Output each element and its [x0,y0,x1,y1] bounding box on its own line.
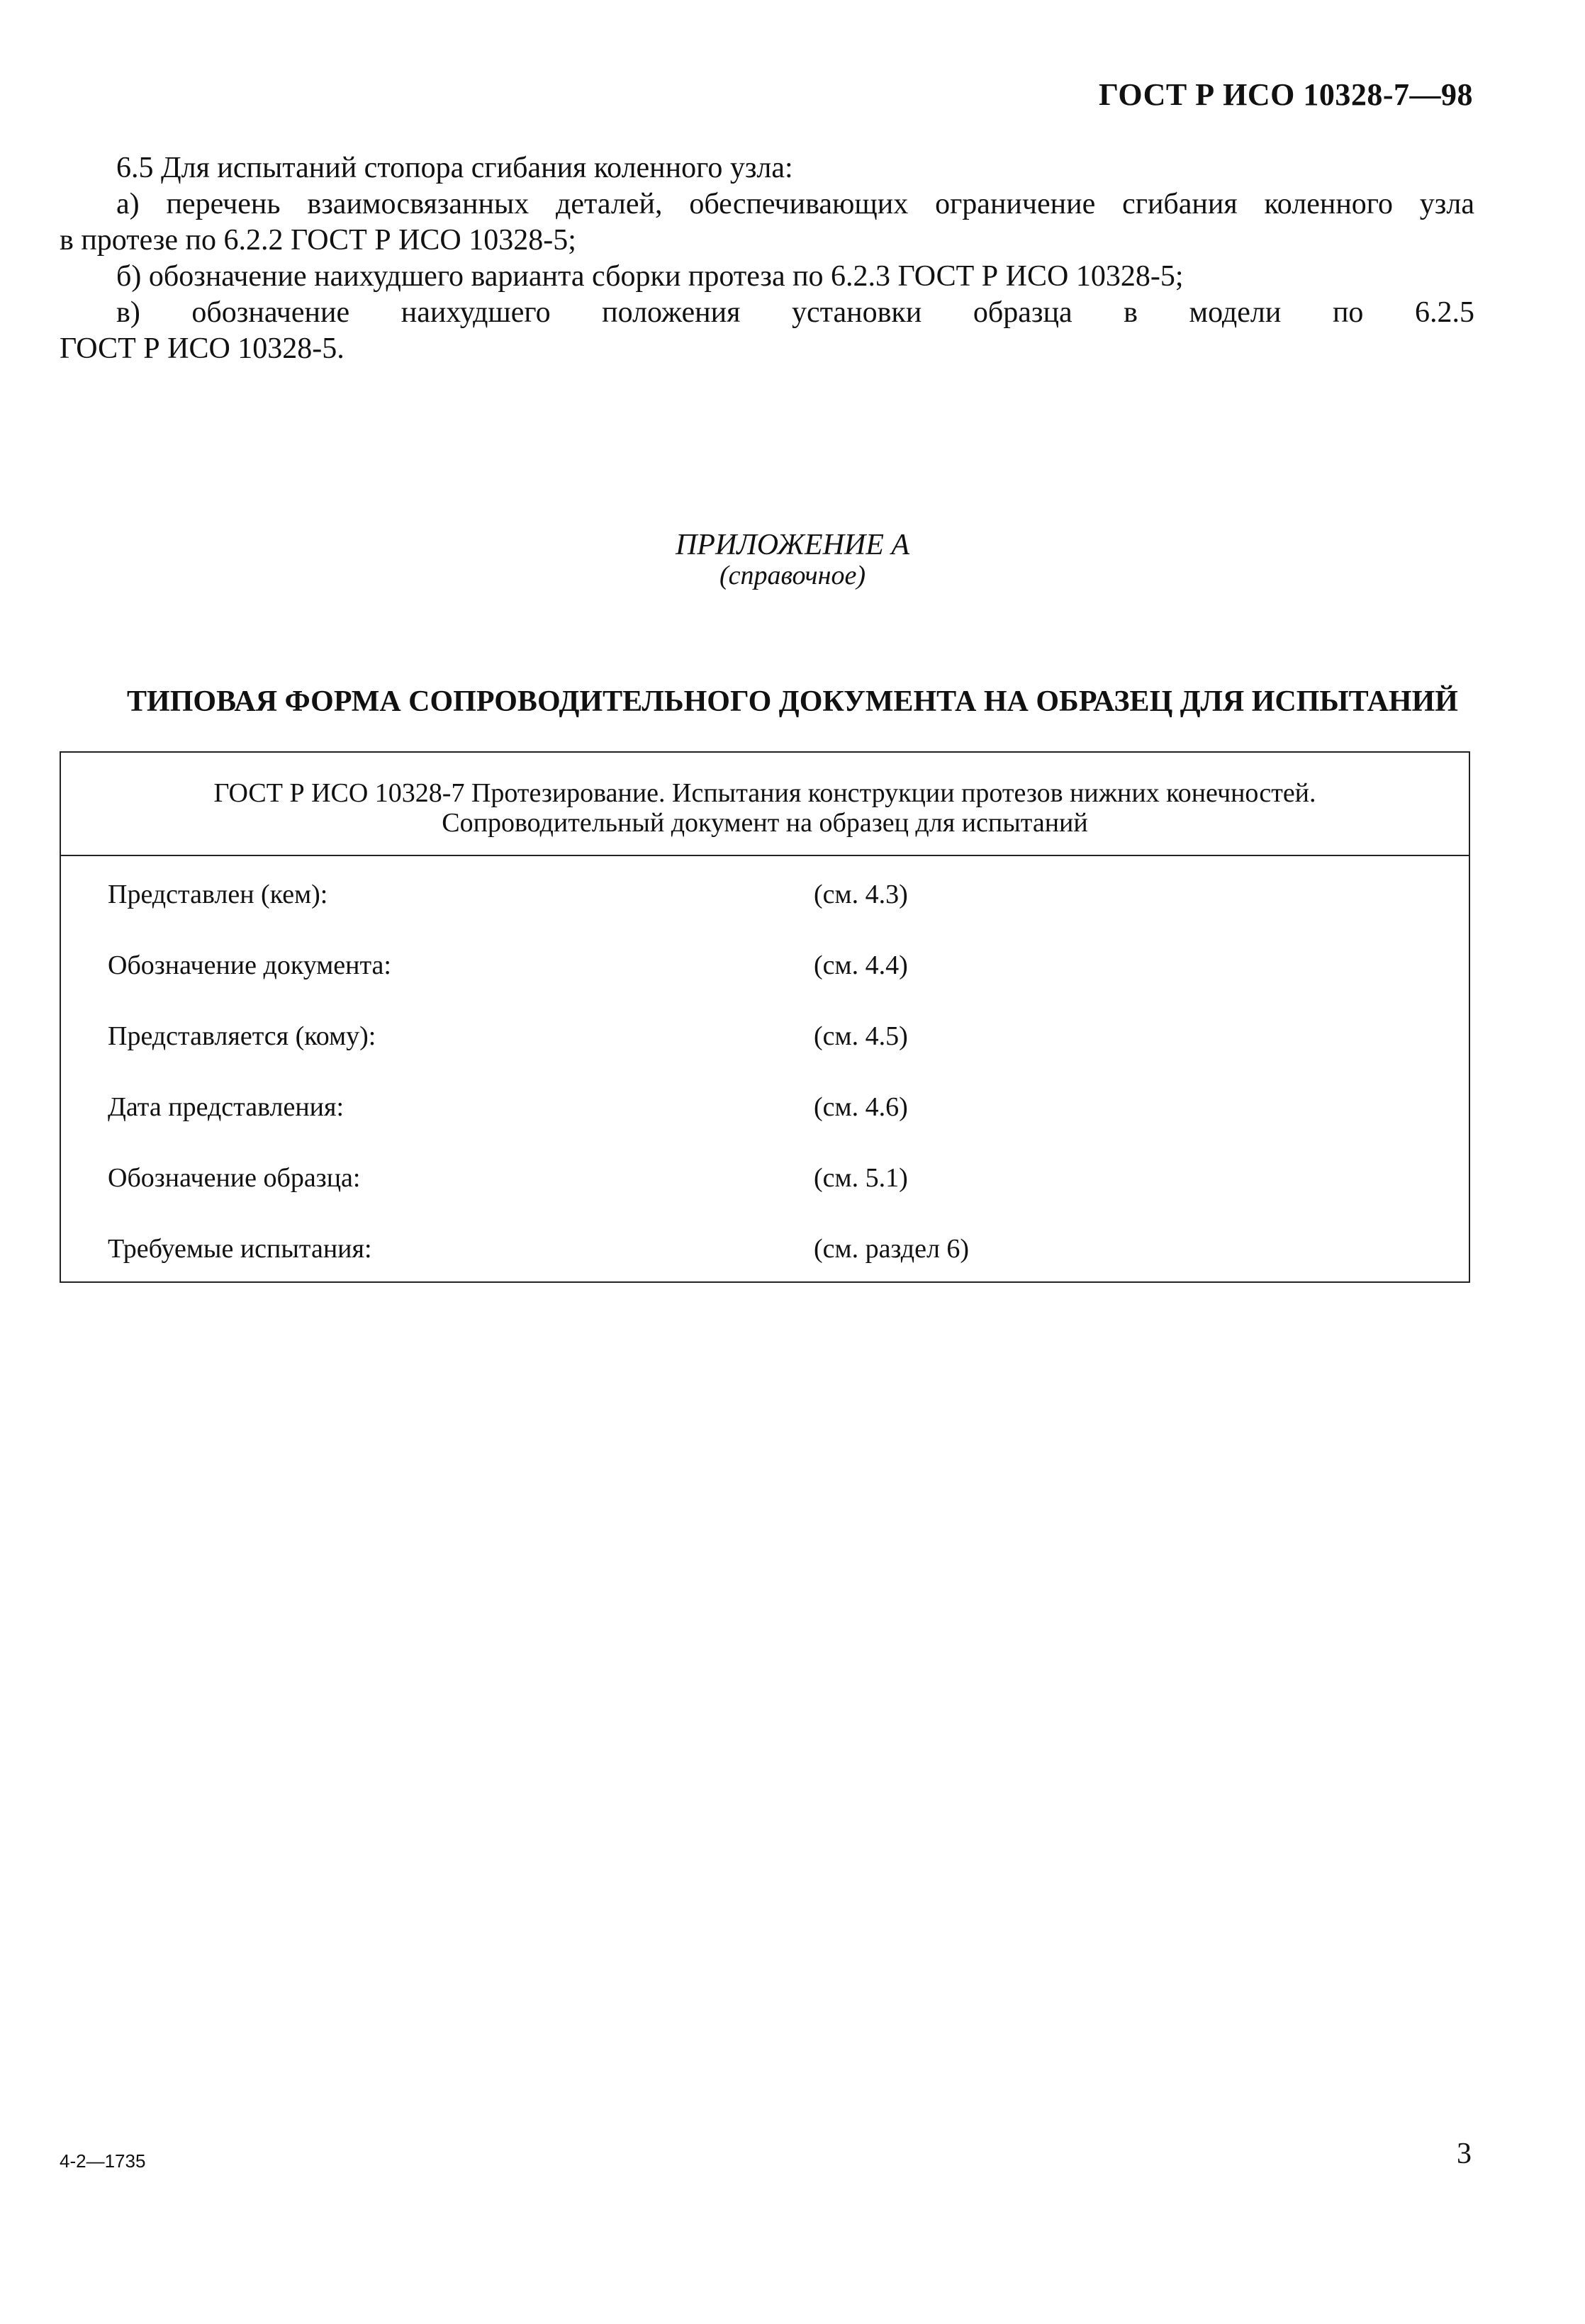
form-row-label: Представляется (кому): [108,1021,376,1051]
page-number: 3 [1457,2138,1472,2170]
list-item-c-line2: ГОСТ Р ИСО 10328-5. [60,332,345,365]
form-row-ref: (см. 4.4) [814,950,908,980]
form-table [60,751,1470,1283]
form-row-ref: (см. 4.5) [814,1021,908,1051]
appendix-title: ПРИЛОЖЕНИЕ А [675,529,910,561]
appendix-subtitle: (справочное) [719,561,866,590]
list-item-a-line2: в протезе по 6.2.2 ГОСТ Р ИСО 10328-5; [60,224,576,257]
form-row-label: Представлен (кем): [108,880,328,909]
form-title: ТИПОВАЯ ФОРМА СОПРОВОДИТЕЛЬНОГО ДОКУМЕНТА НА ОБРАЗЕЦ ДЛЯ ИСПЫТАНИЙ [127,685,1458,718]
section-6-5 [60,150,1474,367]
form-row-label: Обозначение документа: [108,950,391,980]
form-row-ref: (см. 4.3) [814,880,908,909]
list-item-c-line1: в) обозначение наихудшего положения установки образца в модели по 6.2.5 [116,296,1474,329]
form-row-ref: (см. 5.1) [814,1163,908,1193]
document-code-header: ГОСТ Р ИСО 10328-7—98 [1098,77,1473,112]
form-header-line2: Сопроводительный документ на образец для испытаний [442,808,1088,838]
form-header-line1: ГОСТ Р ИСО 10328-7 Протезирование. Испытания конструкции протезов нижних конечностей. [213,778,1316,808]
list-item-a-line1: а) перечень взаимосвязанных деталей, обеспечивающих ограничение сгибания коленного узла [116,188,1474,220]
list-item-b: б) обозначение наихудшего варианта сборки протеза по 6.2.3 ГОСТ Р ИСО 10328-5; [116,260,1184,293]
print-code: 4-2—1735 [60,2150,146,2172]
form-row-ref: (см. 4.6) [814,1092,908,1122]
form-row-label: Дата представления: [108,1092,345,1122]
section-heading: 6.5 Для испытаний стопора сгибания коленного узла: [116,152,793,184]
form-header [61,753,1469,856]
form-row-label: Обозначение образца: [108,1163,361,1193]
form-row-ref: (см. раздел 6) [814,1234,970,1264]
form-row-label: Требуемые испытания: [108,1234,372,1264]
